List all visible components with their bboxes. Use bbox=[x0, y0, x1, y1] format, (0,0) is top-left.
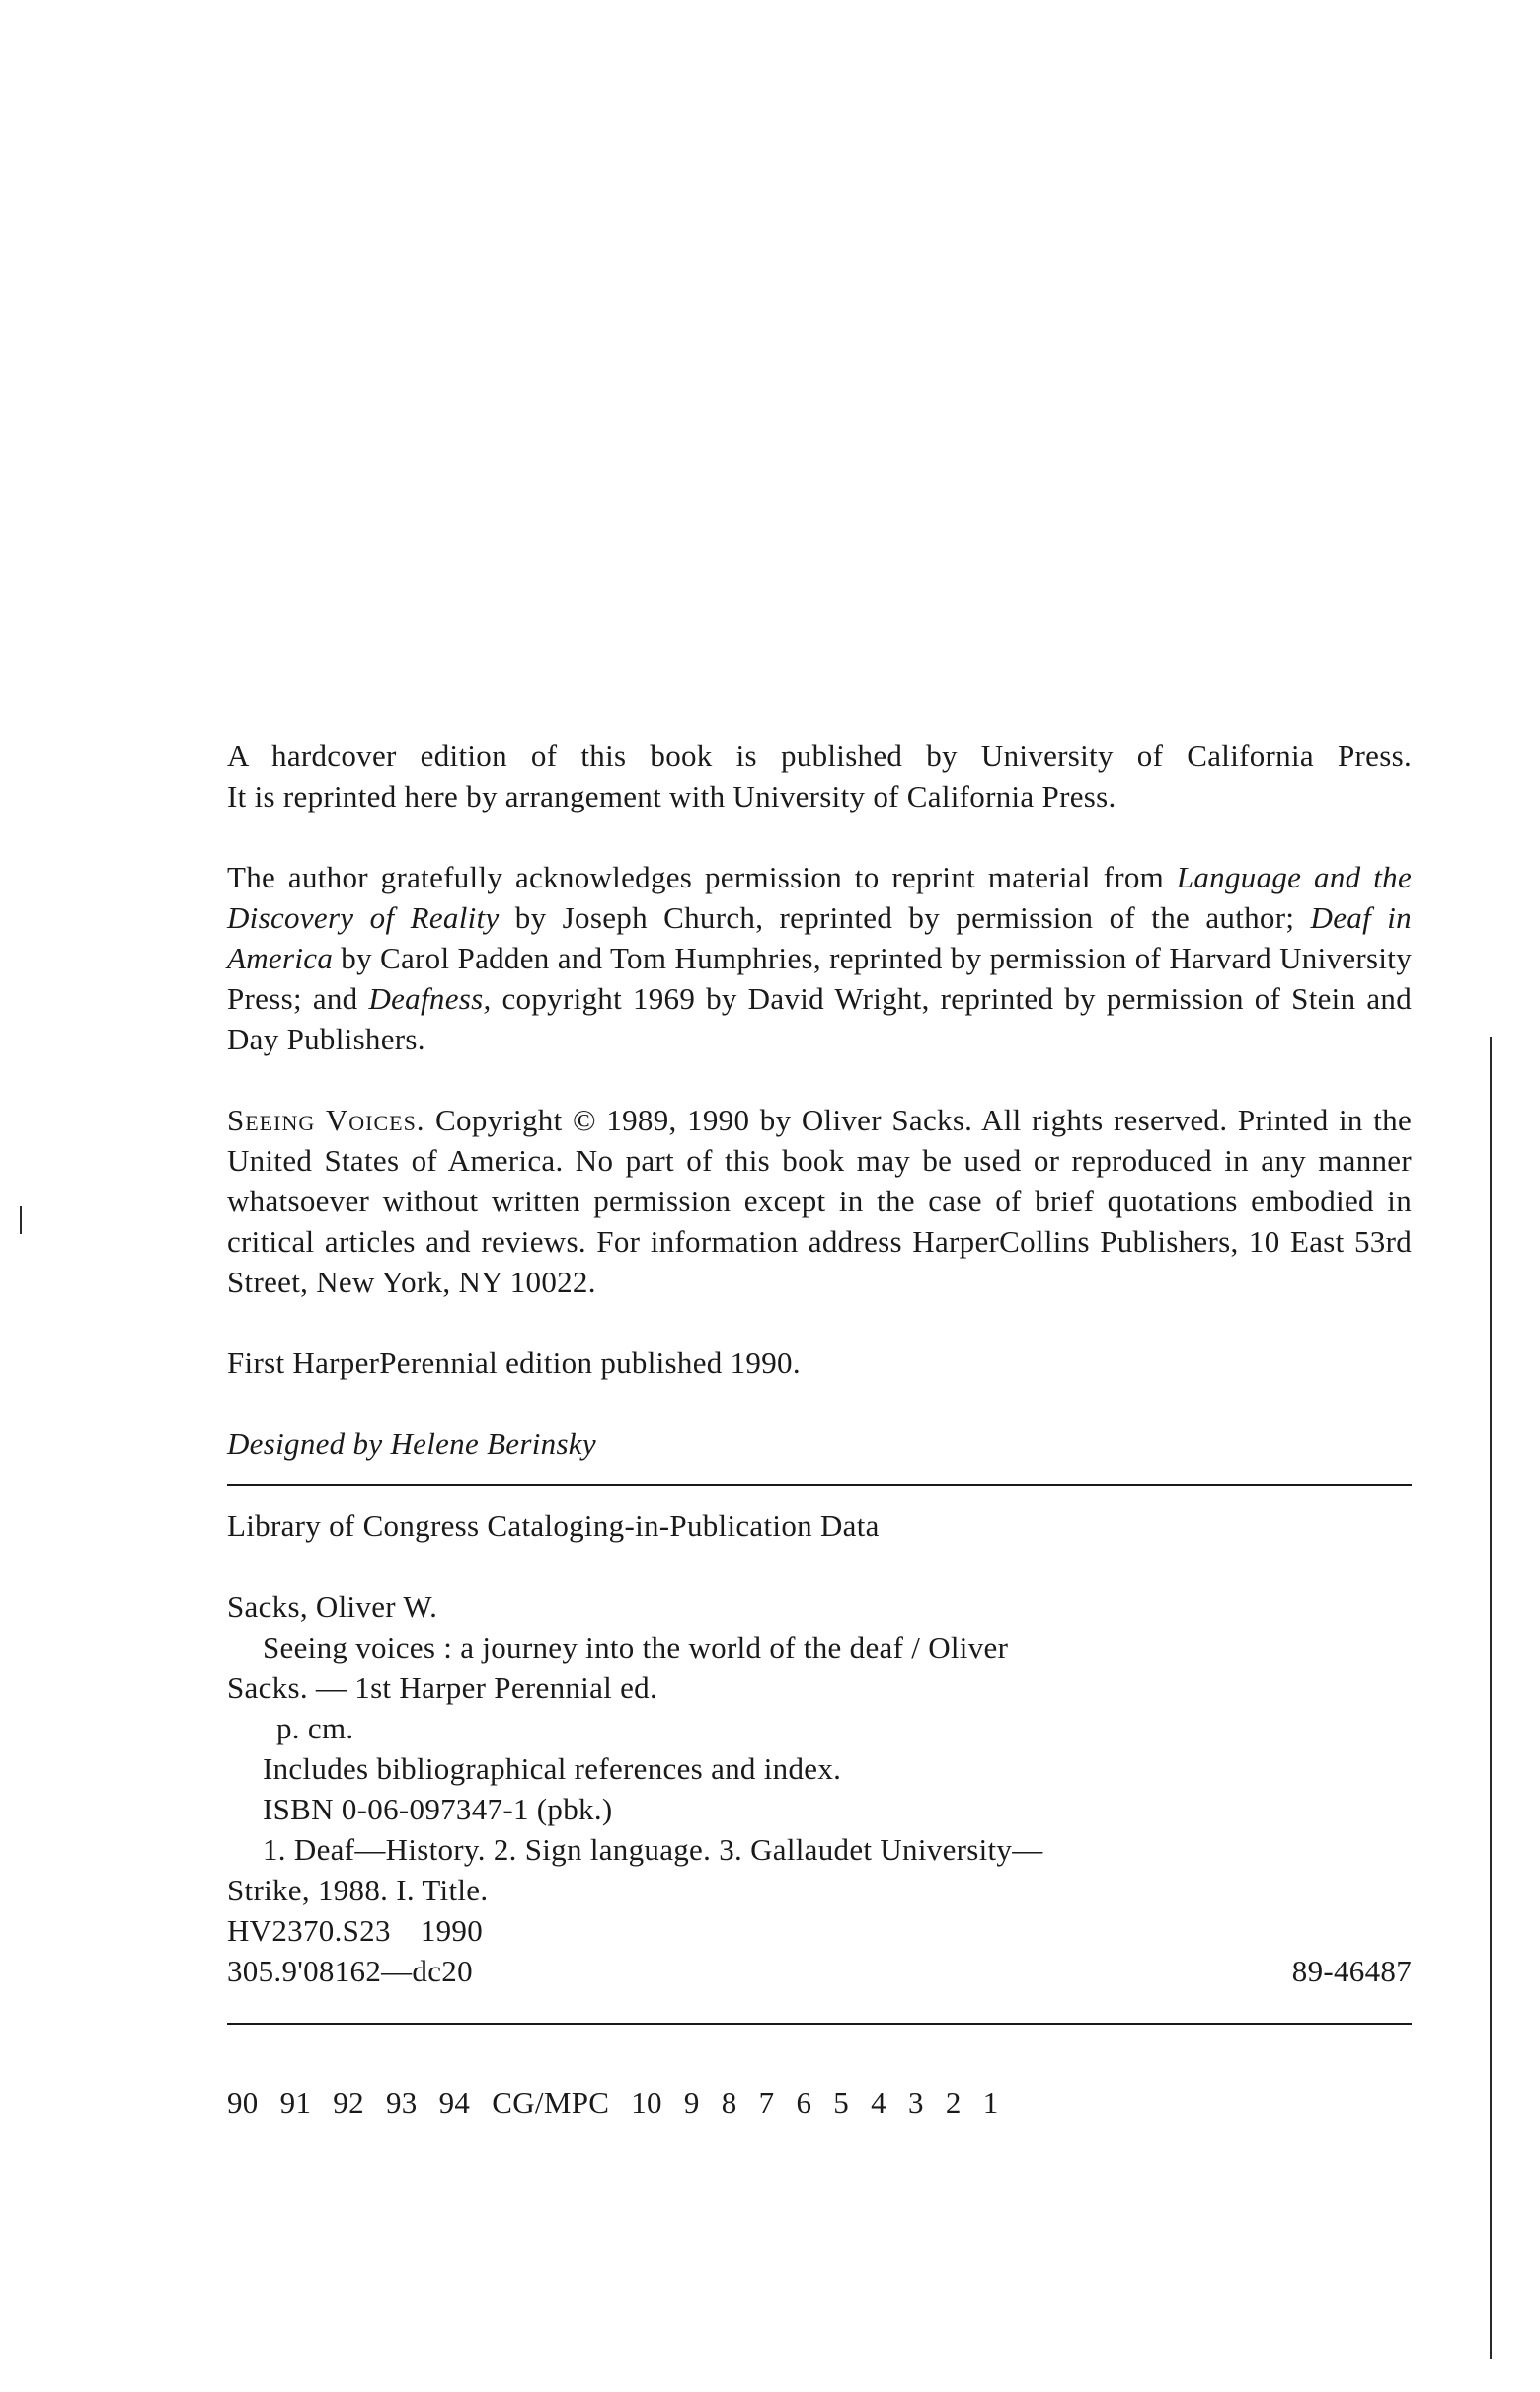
copyright-paragraph bbox=[227, 1100, 1412, 1302]
cip-title-line-2: Sacks. — 1st Harper Perennial ed. bbox=[227, 1670, 658, 1705]
printer-key-line: 90 91 92 93 94 CG/MPC 10 9 8 7 6 5 4 3 2 1 bbox=[227, 2085, 999, 2120]
copyright-text: Copyright © 1989, 1990 by Oliver Sacks. All rights reserved. Printed in the United States of America. No part of this book may be used or reproduced in any manner whatsoever without written permission except in the case of brief quotations embodied in critical articles and reviews. For information address HarperCollins Publishers, 10 East 53rd Street, New York, NY 10022. bbox=[227, 1103, 1412, 1299]
notice-line-2: It is reprinted here by arrangement with University of California Press. bbox=[227, 779, 1116, 813]
cip-last-row bbox=[227, 1951, 1412, 1991]
ack-mid-2: by Carol Padden and Tom Humphries, reprinted by permission of Harvard University Press; and bbox=[227, 941, 1412, 1016]
ack-title-1: Language and the Discovery of Reality bbox=[227, 860, 1413, 935]
hardcover-notice bbox=[227, 735, 1412, 816]
cip-pagination: p. cm. bbox=[276, 1711, 354, 1745]
cip-lccn: 89-46487 bbox=[1291, 1954, 1412, 1988]
cip-notes: Includes bibliographical references and index. bbox=[263, 1751, 842, 1786]
bottom-rule bbox=[227, 2023, 1412, 2025]
cip-title-line-1: Seeing voices : a journey into the world of the deaf / Oliver bbox=[263, 1630, 1009, 1664]
cip-heading: Library of Congress Cataloging-in-Publication Data bbox=[227, 1508, 880, 1543]
cip-subjects-line-1: 1. Deaf—History. 2. Sign language. 3. Gallaudet University— bbox=[263, 1832, 1043, 1867]
acknowledgment-paragraph bbox=[227, 857, 1412, 1059]
ack-end: copyright 1969 by David Wright, reprinted by permission of Stein and Day Publishers. bbox=[227, 981, 1412, 1056]
book-title: Seeing Voices. bbox=[227, 1103, 425, 1137]
edition-line: First HarperPerennial edition published 1990. bbox=[227, 1346, 801, 1380]
cip-spacer bbox=[227, 1546, 1412, 1586]
cip-dewey: 305.9'08162—dc20 bbox=[227, 1954, 473, 1988]
ack-mid-1: by Joseph Church, reprinted by permission of the author; bbox=[499, 900, 1311, 935]
cip-isbn: ISBN 0-06-097347-1 (pbk.) bbox=[263, 1792, 613, 1826]
ack-title-3: Deafness, bbox=[368, 981, 492, 1016]
cip-subjects-line-2: Strike, 1988. I. Title. bbox=[227, 1873, 489, 1907]
top-rule bbox=[227, 1484, 1412, 1486]
designer-credit: Designed by Helene Berinsky bbox=[227, 1427, 596, 1461]
cip-lc-class: HV2370.S23 1990 bbox=[227, 1913, 484, 1948]
notice-line-1: A hardcover edition of this book is published by University of California Press. bbox=[227, 738, 1412, 773]
ack-title-2: Deaf in America bbox=[227, 900, 1412, 975]
margin-mark-left bbox=[20, 1206, 22, 1234]
margin-mark-right bbox=[1490, 1037, 1492, 2359]
copyright-page bbox=[227, 735, 1412, 2122]
cip-block bbox=[227, 1505, 1412, 1991]
ack-intro: The author gratefully acknowledges permission to reprint material from bbox=[227, 860, 1177, 894]
cip-author: Sacks, Oliver W. bbox=[227, 1589, 438, 1624]
